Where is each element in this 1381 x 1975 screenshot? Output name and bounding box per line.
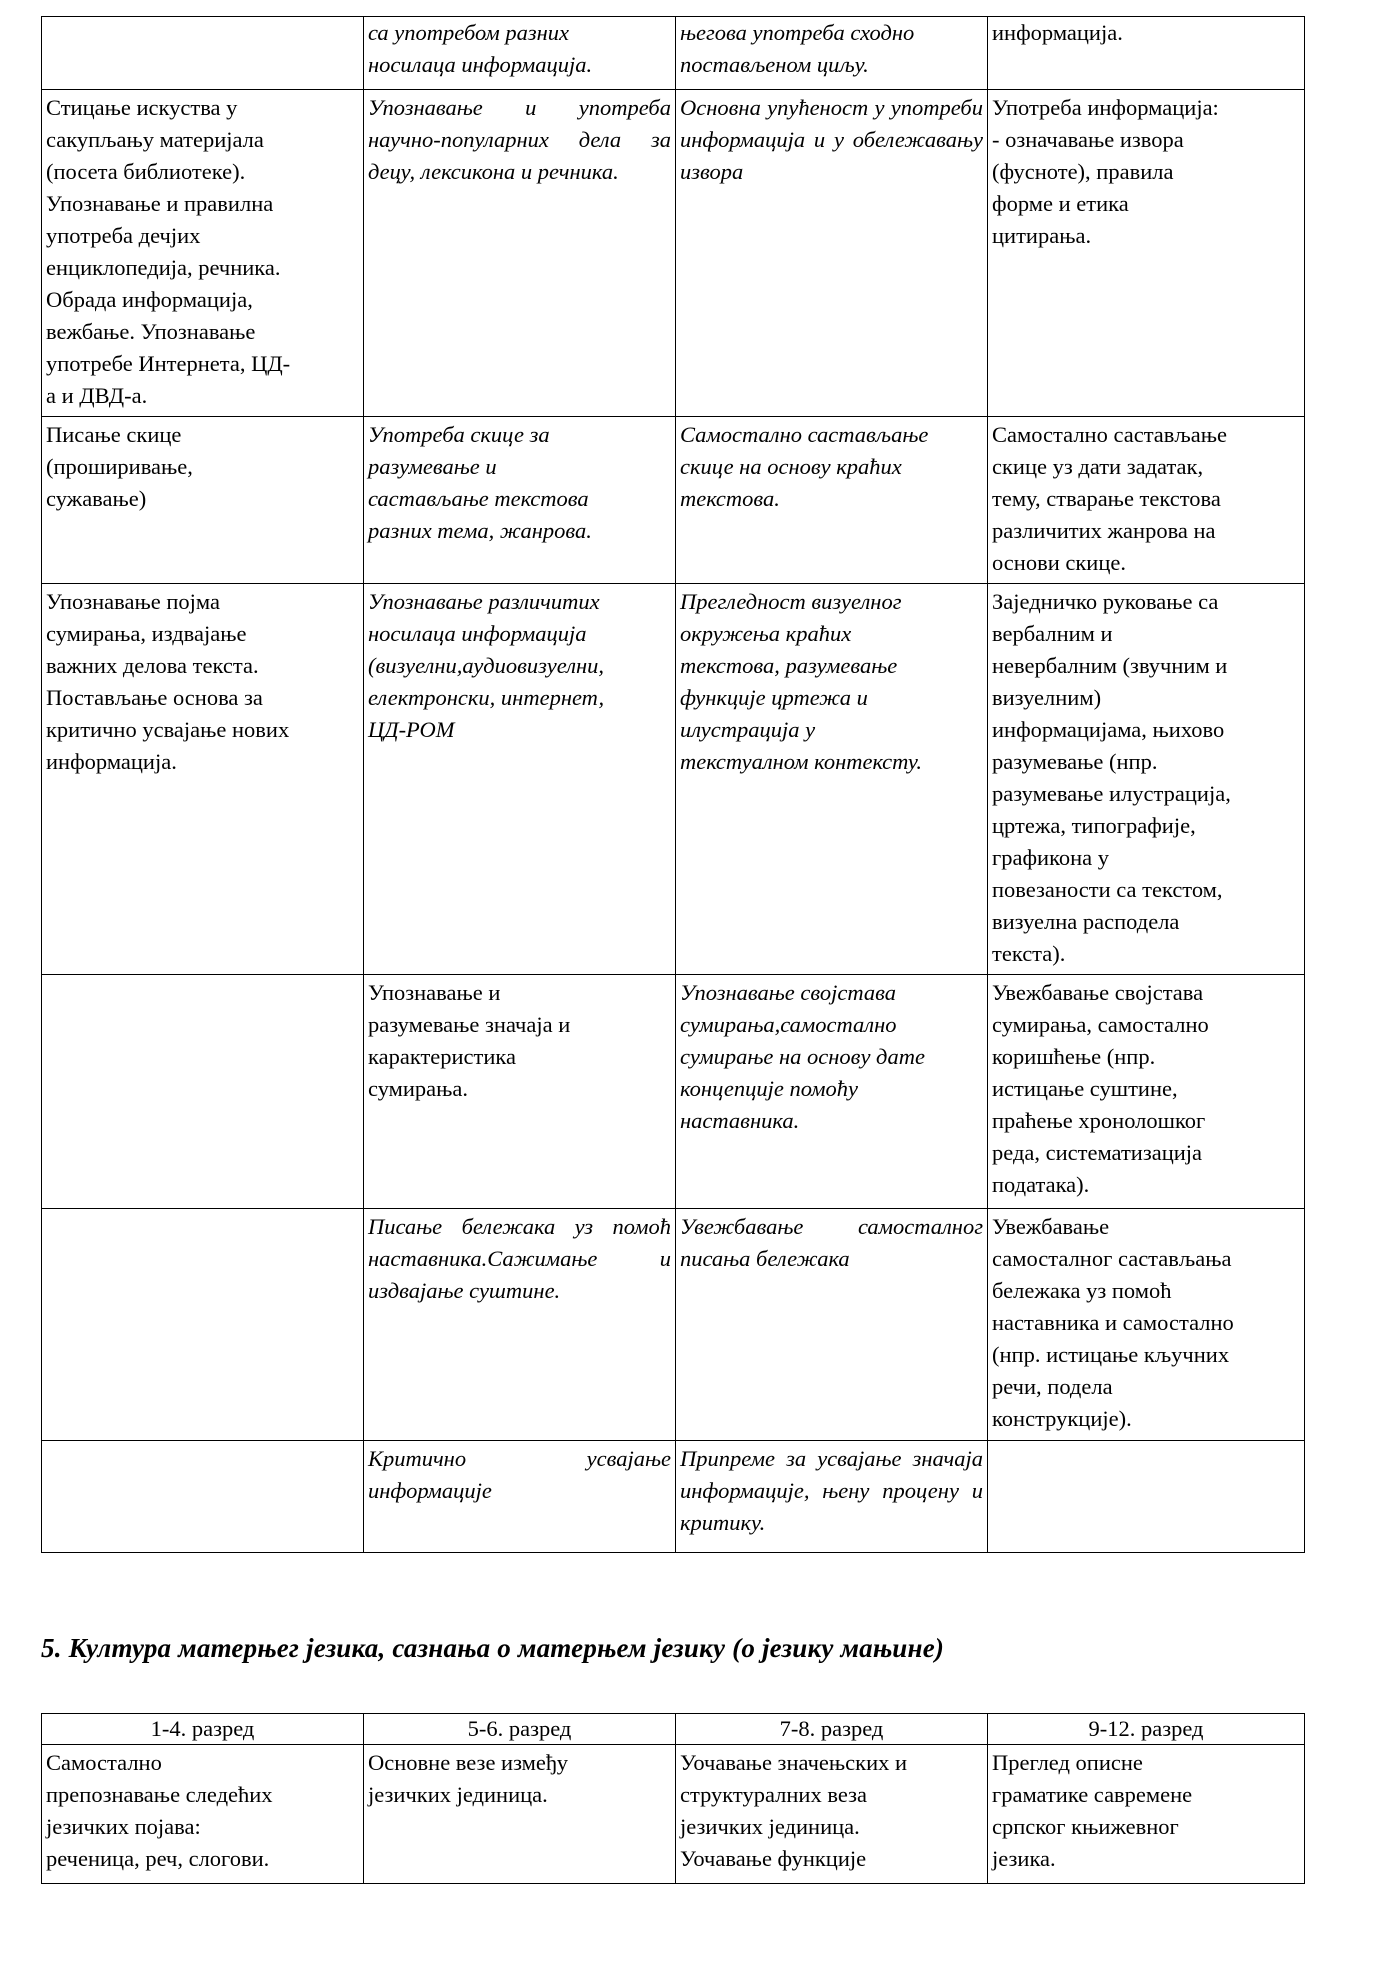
table-cell: Упознавање и разумевање значаја и карактеристика сумирања. — [364, 975, 676, 1209]
table-cell: Самостално састављање скице на основу краћих текстова. — [676, 417, 988, 584]
table-cell — [42, 975, 364, 1209]
table-cell: са употребом разних носилаца информација. — [364, 17, 676, 90]
table-cell — [42, 17, 364, 90]
info-skills-table — [41, 16, 1305, 1553]
table-cell: Заједничко руковање са вербалним и невербалним (звучним и визуелним) информацијама, њихово разумевање (нпр. разумевање илустрација, цртежа, типографије, графикона у повезаности са текстом, визуелна расподела текста). — [988, 584, 1305, 975]
table-row — [42, 1441, 1305, 1553]
table-row — [42, 584, 1305, 975]
column-header: 9-12. разред — [988, 1714, 1305, 1745]
column-header: 1-4. разред — [42, 1714, 364, 1745]
column-header: 7-8. разред — [676, 1714, 988, 1745]
table-row — [42, 975, 1305, 1209]
table-cell: Основна упућеност у употреби информација и у обележавању извора — [676, 90, 988, 417]
table-cell — [988, 1441, 1305, 1553]
table-row — [42, 1745, 1305, 1884]
table-row — [42, 1209, 1305, 1441]
table-cell: Прегледност визуелног окружења краћих текстова, разумевање функције цртежа и илустрација у текстуалном контексту. — [676, 584, 988, 975]
section-heading: 5. Култура матерњег језика, сазнања о матерњем језику (о језику мањине) — [41, 1633, 945, 1663]
table-cell: Увежбавање самосталног састављања бележака уз помоћ наставника и самостално (нпр. истицање кључних речи, подела конструкције). — [988, 1209, 1305, 1441]
table-cell: Увежбавање самосталног писања бележака — [676, 1209, 988, 1441]
grade-table — [41, 1713, 1305, 1884]
column-header: 5-6. разред — [364, 1714, 676, 1745]
table-header-row — [42, 1714, 1305, 1745]
table-cell: Преглед описне граматике савремене српског књижевног језика. — [988, 1745, 1305, 1884]
table-cell: Упознавање различитих носилаца информација (визуелни,аудиовизуелни, електронски, интернет, ЦД-РОМ — [364, 584, 676, 975]
table-cell: Употреба скице за разумевање и састављање текстова разних тема, жанрова. — [364, 417, 676, 584]
table-cell: Писање бележака уз помоћ наставника.Сажимање и издвајање суштине. — [364, 1209, 676, 1441]
table-cell: Стицање искуства у сакупљању материјала (посета библиотеке). Упознавање и правилна употреба дечјих енциклопедија, речника. Обрада информација, вежбање. Упознавање употребе Интернета, ЦД- а и ДВД-а. — [42, 90, 364, 417]
table-cell: Критично усвајање информације — [364, 1441, 676, 1553]
table-cell: Уочавање значењских и структуралних веза језичких јединица. Уочавање функције — [676, 1745, 988, 1884]
table-cell — [42, 1441, 364, 1553]
table-cell: Увежбавање својстава сумирања, самостално коришћење (нпр. истицање суштине, праћење хронолошког реда, систематизација података). — [988, 975, 1305, 1209]
table-row — [42, 417, 1305, 584]
table-row — [42, 17, 1305, 90]
table-cell: његова употреба сходно постављеном циљу. — [676, 17, 988, 90]
table-cell: Употреба информација: - означавање извора (фусноте), правила форме и етика цитирања. — [988, 90, 1305, 417]
table-cell: Писање скице (проширивање, сужавање) — [42, 417, 364, 584]
table-cell: информација. — [988, 17, 1305, 90]
table-cell — [42, 1209, 364, 1441]
table-cell: Упознавање и употреба научно-популарних дела за децу, лексикона и речника. — [364, 90, 676, 417]
table-cell: Самостално састављање скице уз дати задатак, тему, стварање текстова различитих жанрова на основи скице. — [988, 417, 1305, 584]
table-row — [42, 90, 1305, 417]
table-cell: Припреме за усвајање значаја информације, њену процену и критику. — [676, 1441, 988, 1553]
table-cell: Самостално препознавање следећих језичких појава: реченица, реч, слогови. — [42, 1745, 364, 1884]
table-cell: Основне везе између језичких јединица. — [364, 1745, 676, 1884]
table-cell: Упознавање својстава сумирања,самостално сумирање на основу дате концепције помоћу наставника. — [676, 975, 988, 1209]
table-cell: Упознавање појма сумирања, издвајање важних делова текста. Постављање основа за критично усвајање нових информација. — [42, 584, 364, 975]
